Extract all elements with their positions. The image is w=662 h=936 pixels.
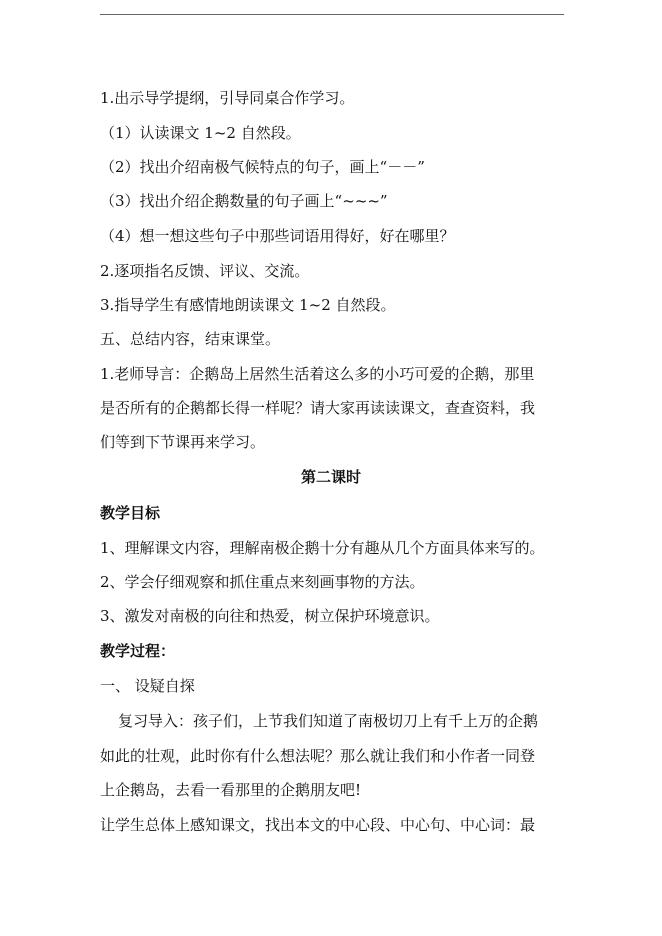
text-line: 2.逐项指名反馈、评议、交流。 xyxy=(100,262,310,280)
text-line: （3）找出介绍企鹅数量的句子画上“~~~” xyxy=(100,192,388,210)
text-line: 3.指导学生有感情地朗读课文 1~2 自然段。 xyxy=(100,296,396,314)
text-line: 1.出示导学提纲，引导同桌合作学习。 xyxy=(100,89,355,107)
text-line: （2）找出介绍南极气候特点的句子，画上“－－” xyxy=(100,158,425,176)
text-line: （1）认读课文 1~2 自然段。 xyxy=(100,124,301,142)
goal-item: 1、理解课文内容，理解南极企鹅十分有趣从几个方面具体来写的。 xyxy=(100,539,545,557)
step-heading: 一、 设疑自探 xyxy=(100,677,195,695)
goal-item: 2、学会仔细观察和抓住重点来刻画事物的方法。 xyxy=(100,573,425,591)
goals-heading: 教学目标 xyxy=(100,504,161,522)
process-heading: 教学过程： xyxy=(100,642,176,660)
text-line: 五、总结内容，结束课堂。 xyxy=(100,330,281,348)
text-line: 是否所有的企鹅都长得一样呢？请大家再读读课文，查查资料，我 xyxy=(100,399,536,417)
intro-line: 如此的壮观，此时你有什么想法呢？那么就让我们和小作者一同登 xyxy=(100,747,536,765)
text-line: （4）想一想这些句子中那些词语用得好，好在哪里？ xyxy=(100,227,455,245)
goal-item: 3、激发对南极的向往和热爱，树立保护环境意识。 xyxy=(100,607,440,625)
intro-line: 上企鹅岛，去看一看那里的企鹅朋友吧! xyxy=(100,781,362,799)
section-title: 第二课时 xyxy=(300,468,361,486)
intro-line: 复习导入：孩子们，上节我们知道了南极切刀上有千上万的企鹅 xyxy=(118,712,539,730)
text-line: 让学生总体上感知课文，找出本文的中心段、中心句、中心词：最 xyxy=(100,816,536,834)
text-line: 们等到下节课再来学习。 xyxy=(100,433,266,451)
header-rule xyxy=(100,14,564,15)
text-line: 1.老师导言：企鹅岛上居然生活着这么多的小巧可爱的企鹅，那里 xyxy=(100,365,535,383)
